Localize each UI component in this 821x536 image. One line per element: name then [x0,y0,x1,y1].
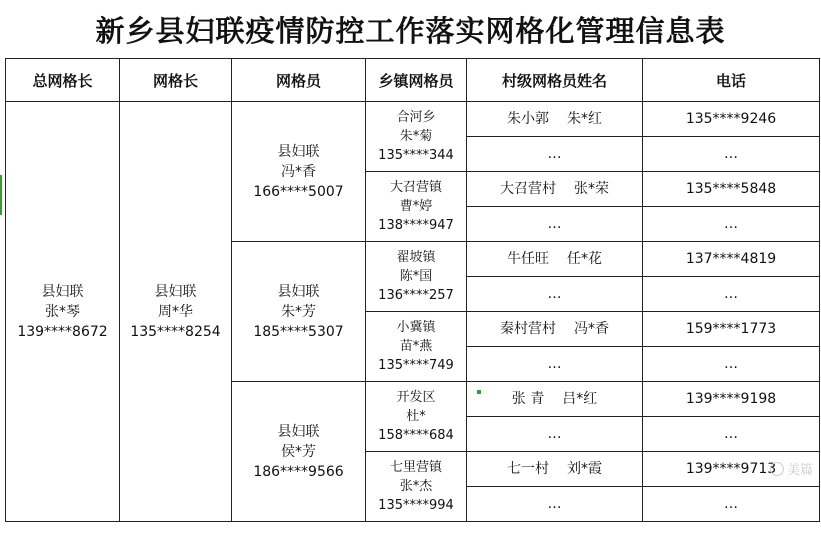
village-ellipsis: … [467,207,643,242]
village-name: 七一村 [507,461,549,477]
town-member-name: 杜* [406,409,426,424]
town-member-phone: 135****749 [378,358,454,373]
village-member-name: 张*荣 [574,181,609,197]
village-name: 张 青 [511,391,545,407]
member-phone: 185****5307 [253,323,344,340]
phone-cell: 139****9198 [643,382,820,417]
town-name: 大召营镇 [389,180,442,195]
village-member-name: 任*花 [567,251,602,267]
selection-edge-marker [0,175,2,215]
village-ellipsis: … [467,487,643,522]
village-member-name: 吕*红 [562,391,598,407]
town-member-name: 朱*菊 [399,129,433,144]
chief-phone: 139****8672 [17,323,108,340]
village-name: 朱小郭 [507,111,549,127]
village-cell [467,172,643,207]
town-name: 开发区 [396,390,436,405]
phone-ellipsis: … [643,487,820,522]
village-ellipsis: … [467,277,643,312]
header-member: 网格员 [232,59,366,102]
page-title: 新乡县妇联疫情防控工作落实网格化管理信息表 [95,13,726,48]
town-cell [366,242,467,312]
town-member-name: 张*杰 [399,479,433,494]
member-cell [232,102,366,242]
watermark-logo-icon [770,462,784,476]
member-cell [232,382,366,522]
phone-ellipsis: … [643,137,820,172]
town-name: 七里营镇 [389,460,442,475]
chief-name: 张*琴 [45,303,80,320]
header-row [6,59,820,102]
member-phone: 186****9566 [253,463,344,480]
town-member-name: 陈*国 [399,269,433,284]
header-leader: 网格长 [120,59,232,102]
town-member-name: 曹*婷 [399,199,433,214]
member-phone: 166****5007 [253,183,344,200]
member-cell [232,242,366,382]
village-name: 牛任旺 [507,251,549,267]
town-cell [366,102,467,172]
header-phone: 电话 [643,59,820,102]
village-ellipsis: … [467,417,643,452]
leader-org: 县妇联 [154,283,197,300]
town-member-phone: 138****947 [378,218,454,233]
chief-cell [6,102,120,522]
town-cell [366,312,467,382]
town-cell [366,382,467,452]
village-cell [467,312,643,347]
header-village-member: 村级网格员姓名 [467,59,643,102]
town-member-phone: 136****257 [378,288,454,303]
town-cell [366,172,467,242]
village-name: 大召营村 [500,181,556,197]
town-name: 合河乡 [396,110,436,125]
leader-phone: 135****8254 [130,323,221,340]
member-org: 县妇联 [277,143,320,160]
phone-ellipsis: … [643,207,820,242]
town-member-name: 苗*燕 [399,339,433,354]
member-org: 县妇联 [277,423,320,440]
phone-cell: 135****5848 [643,172,820,207]
phone-cell: 139****9713 [643,452,820,487]
phone-ellipsis: … [643,417,820,452]
village-member-name: 刘*霞 [567,461,602,477]
town-member-phone: 135****994 [378,498,454,513]
header-chief: 总网格长 [6,59,120,102]
watermark [770,459,813,478]
town-member-phone: 135****344 [378,148,454,163]
grid-management-table [5,58,820,522]
village-cell [467,242,643,277]
village-ellipsis: … [467,347,643,382]
member-org: 县妇联 [277,283,320,300]
watermark-text: 美篇 [786,463,813,478]
table-row [6,102,820,137]
phone-ellipsis: … [643,277,820,312]
village-cell [467,452,643,487]
member-name: 侯*芳 [281,443,316,460]
town-name: 翟坡镇 [396,250,436,265]
town-member-phone: 158****684 [378,428,454,443]
phone-cell: 135****9246 [643,102,820,137]
village-ellipsis: … [467,137,643,172]
phone-ellipsis: … [643,347,820,382]
header-town-member: 乡镇网格员 [366,59,467,102]
member-name: 朱*芳 [281,303,316,320]
leader-cell [120,102,232,522]
phone-cell: 137****4819 [643,242,820,277]
village-member-name: 冯*香 [574,321,609,337]
village-cell [467,102,643,137]
village-cell [467,382,643,417]
village-member-name: 朱*红 [567,111,602,127]
member-name: 冯*香 [281,163,316,180]
town-cell [366,452,467,522]
town-name: 小冀镇 [396,320,436,335]
chief-org: 县妇联 [41,283,84,300]
phone-cell: 159****1773 [643,312,820,347]
village-name: 秦村营村 [500,321,556,337]
leader-name: 周*华 [158,303,193,320]
